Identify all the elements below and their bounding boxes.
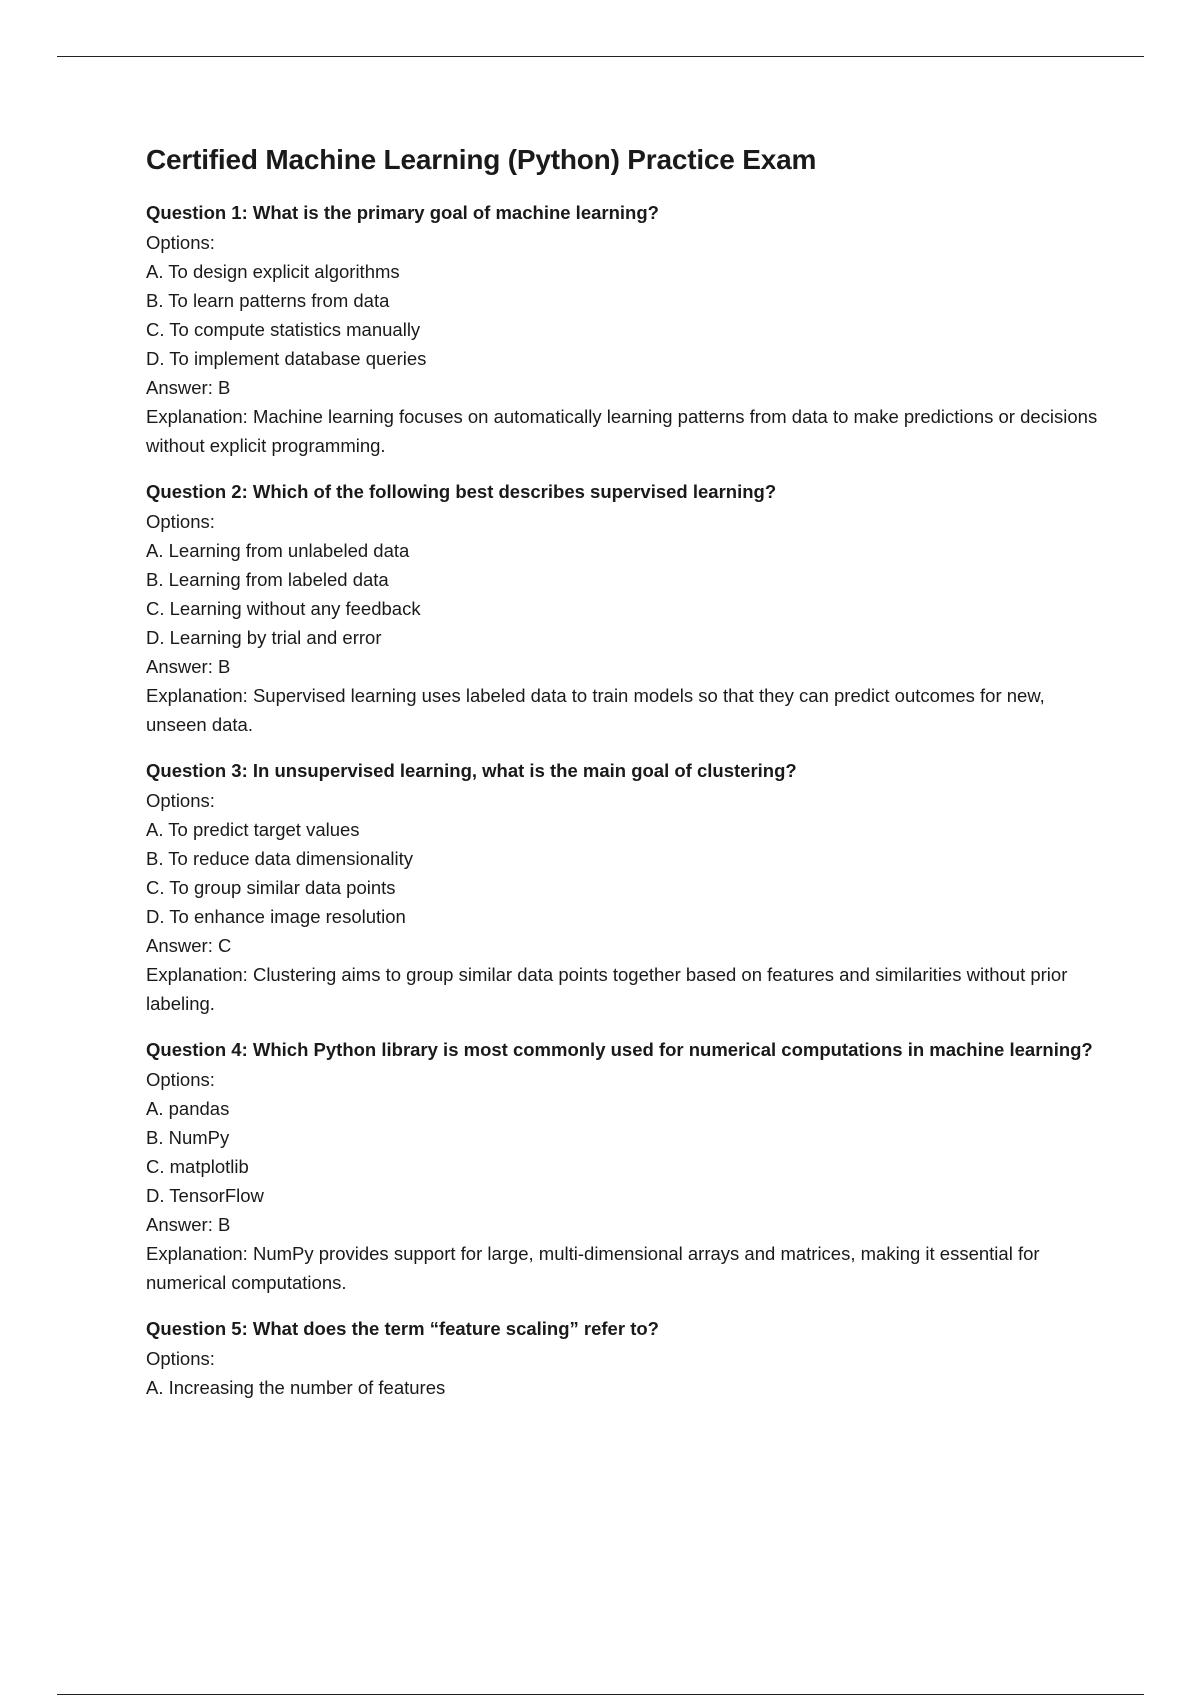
option-b: B. Learning from labeled data bbox=[146, 569, 389, 591]
options-label: Options: bbox=[146, 1348, 215, 1370]
document-body bbox=[146, 142, 1106, 1419]
option-d: D. To implement database queries bbox=[146, 348, 427, 370]
option-a: A. pandas bbox=[146, 1098, 230, 1120]
answer: Answer: C bbox=[146, 935, 232, 957]
option-c: C. Learning without any feedback bbox=[146, 598, 421, 620]
options-label: Options: bbox=[146, 511, 215, 533]
options-label: Options: bbox=[146, 1069, 215, 1091]
question-1 bbox=[146, 198, 1106, 460]
option-a: A. To predict target values bbox=[146, 819, 360, 841]
options-label: Options: bbox=[146, 790, 215, 812]
explanation: Explanation: Clustering aims to group similar data points together based on features and similarities without prior labeling. bbox=[146, 964, 1068, 1015]
option-a: A. To design explicit algorithms bbox=[146, 261, 400, 283]
question-heading: Question 1: What is the primary goal of machine learning? bbox=[146, 202, 659, 224]
option-c: C. To compute statistics manually bbox=[146, 319, 421, 341]
option-d: D. Learning by trial and error bbox=[146, 627, 382, 649]
option-c: C. To group similar data points bbox=[146, 877, 396, 899]
option-b: B. NumPy bbox=[146, 1127, 230, 1149]
page-top-rule bbox=[57, 56, 1144, 57]
option-a: A. Learning from unlabeled data bbox=[146, 540, 410, 562]
page-bottom-rule bbox=[57, 1694, 1144, 1695]
question-5 bbox=[146, 1314, 1106, 1402]
option-b: B. To learn patterns from data bbox=[146, 290, 390, 312]
option-a: A. Increasing the number of features bbox=[146, 1377, 446, 1399]
question-heading: Question 5: What does the term “feature scaling” refer to? bbox=[146, 1318, 659, 1340]
question-4 bbox=[146, 1035, 1106, 1297]
explanation: Explanation: Supervised learning uses labeled data to train models so that they can predict outcomes for new, unseen data. bbox=[146, 685, 1045, 736]
option-c: C. matplotlib bbox=[146, 1156, 249, 1178]
question-2 bbox=[146, 477, 1106, 739]
options-label: Options: bbox=[146, 232, 215, 254]
answer: Answer: B bbox=[146, 1214, 231, 1236]
document-title: Certified Machine Learning (Python) Practice Exam bbox=[146, 144, 817, 175]
answer: Answer: B bbox=[146, 656, 231, 678]
option-d: D. TensorFlow bbox=[146, 1185, 264, 1207]
answer: Answer: B bbox=[146, 377, 231, 399]
question-heading: Question 2: Which of the following best describes supervised learning? bbox=[146, 481, 777, 503]
option-d: D. To enhance image resolution bbox=[146, 906, 406, 928]
explanation: Explanation: NumPy provides support for large, multi-dimensional arrays and matrices, making it essential for numerical computations. bbox=[146, 1243, 1040, 1294]
question-heading: Question 3: In unsupervised learning, what is the main goal of clustering? bbox=[146, 760, 797, 782]
question-3 bbox=[146, 756, 1106, 1018]
explanation: Explanation: Machine learning focuses on automatically learning patterns from data to make predictions or decisions without explicit programming. bbox=[146, 406, 1098, 457]
question-heading: Question 4: Which Python library is most commonly used for numerical computations in machine learning? bbox=[146, 1039, 1093, 1061]
option-b: B. To reduce data dimensionality bbox=[146, 848, 414, 870]
